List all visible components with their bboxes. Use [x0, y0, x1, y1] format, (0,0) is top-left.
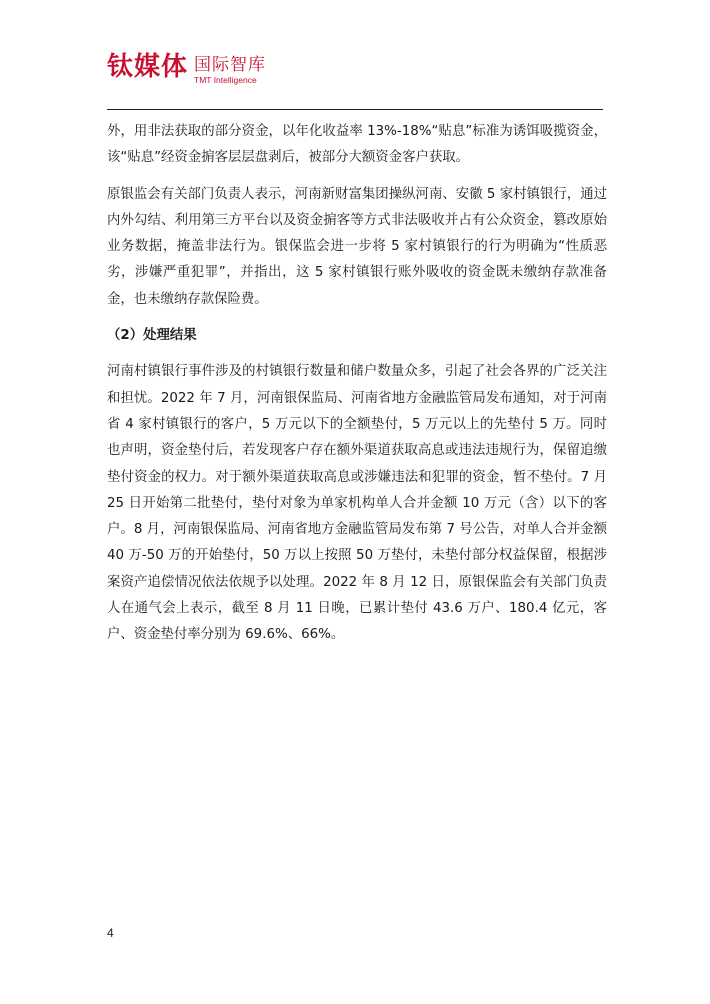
paragraph-1: 外，用非法获取的部分资金，以年化收益率 13%-18%“贴息”标准为诱饵吸揽资金，该“贴息”经资金掮客层层盘剥后，被部分大额资金客户获取。 — [107, 124, 607, 166]
document-body — [107, 119, 607, 649]
logo-sub — [194, 53, 266, 85]
header-divider — [107, 109, 603, 110]
logo-en-text: TMT Intelligence — [194, 74, 257, 85]
paragraph-2: 原银监会有关部门负责人表示，河南新财富集团操纵河南、安徽 5 家村镇银行，通过内外勾结、利用第三方平台以及资金掮客等方式非法吸收并占有公众资金，篡改原始业务数据，掩盖非法行为。银保监会进一步将 5 家村镇银行的行为明确为“性质恶劣，涉嫌严重犯罪”，并指出，这 5 家村镇银行账外吸收的资金既未缴纳存款准备金，也未缴纳存款保险费。 — [107, 186, 607, 307]
logo-main-text: 钛媒体 — [107, 52, 189, 82]
page-header — [107, 50, 603, 108]
section-heading: （2）处理结果 — [107, 328, 197, 344]
brand-logo — [107, 50, 266, 84]
page-number: 4 — [107, 926, 114, 940]
logo-cn-text: 国际智库 — [194, 54, 267, 75]
paragraph-3: 河南村镇银行事件涉及的村镇银行数量和储户数量众多，引起了社会各界的广泛关注和担忧。2022 年 7 月，河南银保监局、河南省地方金融监管局发布通知，对于河南省 4 家村镇银行的客户，5 万元以下的全额垫付，5 万元以上的先垫付 5 万。同时也声明，资金垫付后，若发现客户存在额外渠道获取高息或违法违规行为，保留追缴垫付资金的权力。对于额外渠道获取高息或涉嫌违法和犯罪的资金，暂不垫付。7 月 25 日开始第二批垫付，垫付对象为单家机构单人合并金额 10 万元（含）以下的客户。8 月，河南银保监局、河南省地方金融监管局发布第 7 号公告，对单人合并金额 40 万-50 万的开始垫付，50 万以上按照 50 万垫付，未垫付部分权益保留，根据涉案资产追偿情况依法依规予以处理。2022 年 8 月 12 日，原银保监会有关部门负责人在通气会上表示，截至 8 月 11 日晚，已累计垫付 43.6 万户、180.4 亿元，客户、资金垫付率分别为 69.6%、66%。 — [107, 364, 607, 643]
